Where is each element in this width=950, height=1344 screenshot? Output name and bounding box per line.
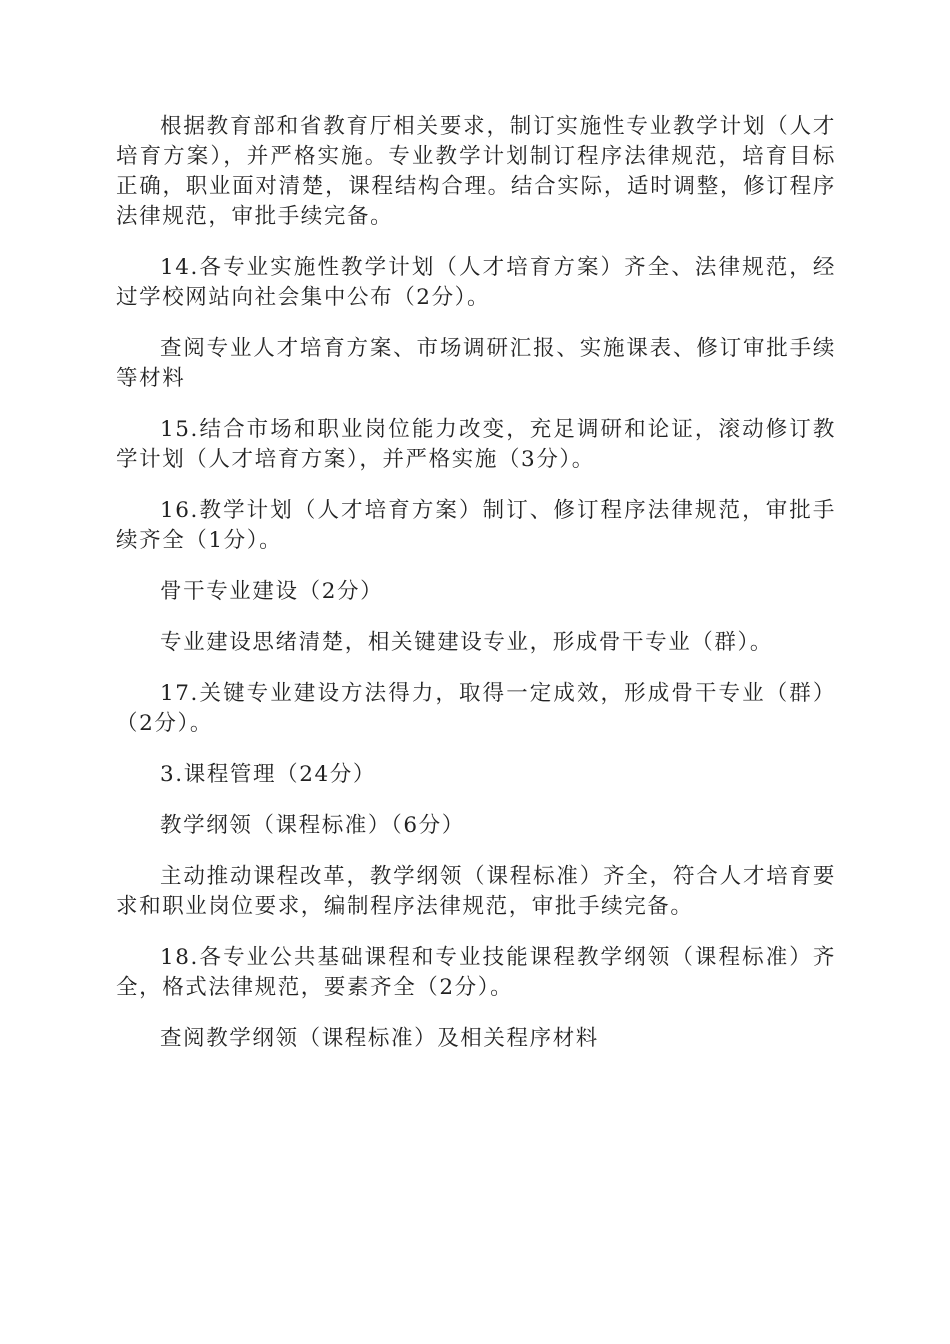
document-body: [116, 112, 836, 1054]
paragraph-requirements: 根据教育部和省教育厅相关要求，制订实施性专业教学计划（人才培育方案），并严格实施。专业教学计划制订程序法律规范，培育目标正确，职业面对清楚，课程结构合理。结合实际，适时调整，修订程序法律规范，审批手续完备。: [116, 114, 836, 229]
paragraph-item-16: 16.教学计划（人才培育方案）制订、修订程序法律规范，审批手续齐全（1分）。: [116, 498, 836, 553]
paragraph-item-14: 14.各专业实施性教学计划（人才培育方案）齐全、法律规范，经过学校网站向社会集中公布（2分）。: [116, 255, 836, 310]
heading-backbone-major: 骨干专业建设（2分）: [160, 579, 384, 604]
heading-course-management: 3.课程管理（24分）: [160, 762, 376, 787]
paragraph-item-18: 18.各专业公共基础课程和专业技能课程教学纲领（课程标准）齐全，格式法律规范，要素齐全（2分）。: [116, 945, 836, 1000]
heading-teaching-outline: 教学纲领（课程标准）（6分）: [160, 813, 465, 838]
paragraph-item-15: 15.结合市场和职业岗位能力改变，充足调研和论证，滚动修订教学计划（人才培育方案），并严格实施（3分）。: [116, 417, 836, 472]
paragraph-course-reform: 主动推动课程改革，教学纲领（课程标准）齐全，符合人才培育要求和职业岗位要求，编制程序法律规范，审批手续完备。: [116, 864, 836, 919]
paragraph-check-outline-materials: 查阅教学纲领（课程标准）及相关程序材料: [160, 1026, 599, 1051]
paragraph-major-construction: 专业建设思绪清楚，相关键建设专业，形成骨干专业（群）。: [160, 630, 773, 655]
paragraph-check-materials: 查阅专业人才培育方案、市场调研汇报、实施课表、修订审批手续等材料: [116, 336, 836, 391]
paragraph-item-17: 17.关键专业建设方法得力，取得一定成效，形成骨干专业（群）（2分）。: [116, 681, 836, 736]
